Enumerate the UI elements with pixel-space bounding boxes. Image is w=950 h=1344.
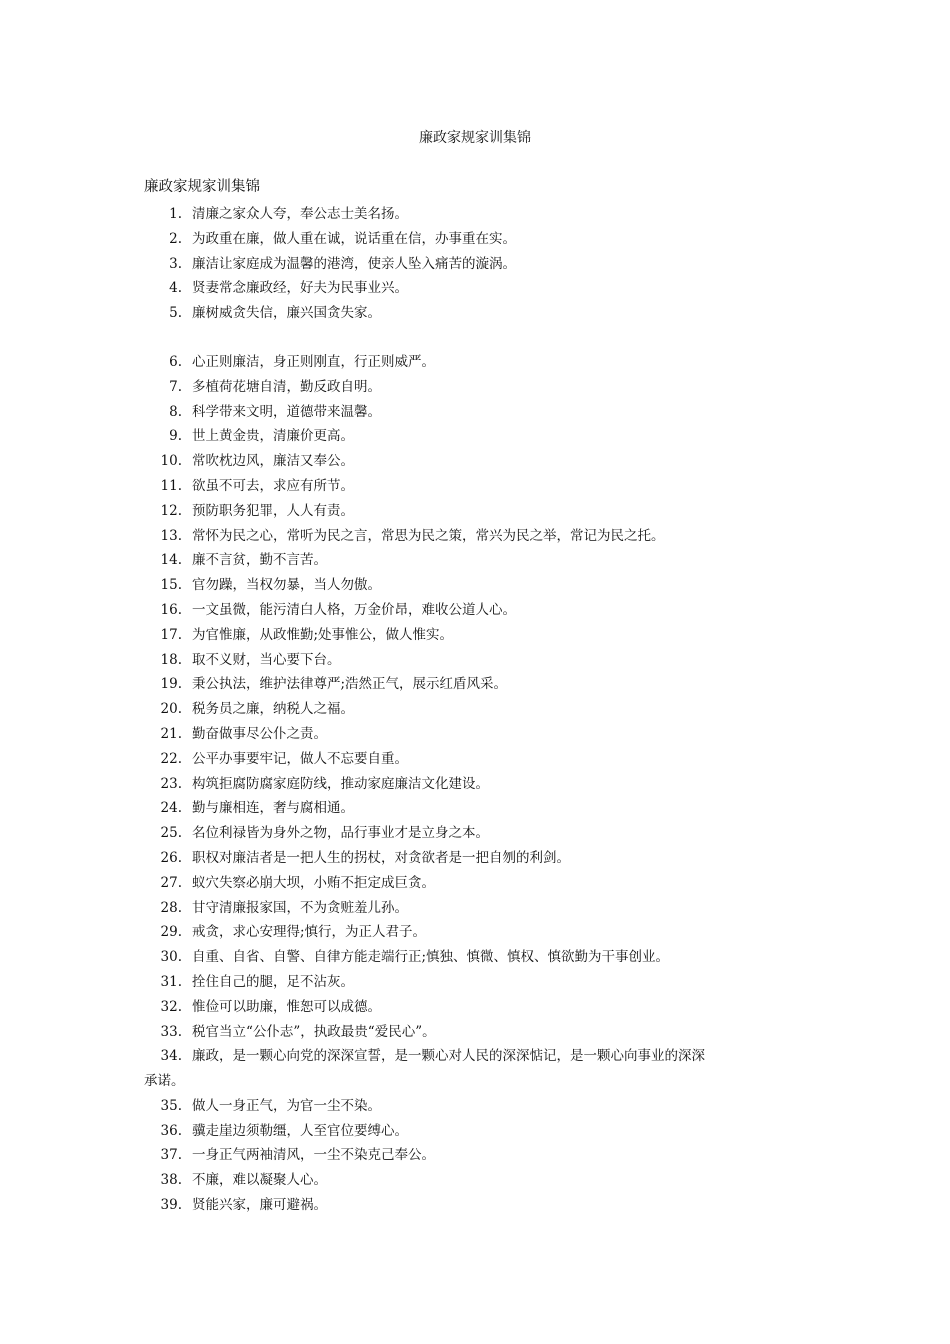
item-text: 戒贪，求心安理得;慎行，为正人君子。 xyxy=(192,924,427,941)
document-title: 廉政家规家训集锦 xyxy=(419,130,531,146)
list-item xyxy=(144,548,814,573)
item-text: 惟俭可以助廉，惟恕可以成德。 xyxy=(192,998,381,1015)
document-subtitle: 廉政家规家训集锦 xyxy=(144,179,260,195)
list-item xyxy=(144,871,814,896)
item-number: 7. xyxy=(169,378,182,395)
item-number: 10. xyxy=(160,453,182,470)
item-number: 26. xyxy=(160,849,182,866)
item-text: 官勿躁，当权勿暴，当人勿傲。 xyxy=(192,577,381,594)
item-text: 不廉，难以凝聚人心。 xyxy=(192,1172,327,1189)
list-item xyxy=(144,821,814,846)
list-item xyxy=(144,524,814,549)
item-number: 34. xyxy=(160,1048,182,1065)
item-number: 13. xyxy=(160,527,182,544)
item-text: 秉公执法，维护法律尊严;浩然正气，展示红盾风采。 xyxy=(192,676,508,693)
list-item xyxy=(144,648,814,673)
item-text: 科学带来文明，道德带来温馨。 xyxy=(192,403,381,420)
item-number: 24. xyxy=(160,800,182,817)
list-item xyxy=(144,722,814,747)
item-text: 为政重在廉，做人重在诚，说话重在信，办事重在实。 xyxy=(192,230,516,247)
list-item xyxy=(144,672,814,697)
maxim-list xyxy=(144,202,814,1218)
item-text: 蚁穴失察必崩大坝，小贿不拒定成巨贪。 xyxy=(192,874,435,891)
list-item xyxy=(144,970,814,995)
item-text: 贤能兴家，廉可避祸。 xyxy=(192,1197,327,1214)
item-number: 22. xyxy=(160,750,182,767)
item-text-line1: 廉政，是一颗心向党的深深宣誓，是一颗心对人民的深深惦记，是一颗心向事业的深深 xyxy=(192,1048,705,1065)
item-text: 骥走崖边须勒缰，人至官位要缚心。 xyxy=(192,1122,408,1139)
item-number: 15. xyxy=(160,577,182,594)
list-item xyxy=(144,375,814,400)
list-item xyxy=(144,1143,814,1168)
item-number: 17. xyxy=(160,626,182,643)
item-number: 20. xyxy=(160,701,182,718)
list-item xyxy=(144,227,814,252)
list-item xyxy=(144,747,814,772)
item-number: 35. xyxy=(160,1097,182,1114)
item-text: 常吹枕边风，廉洁又奉公。 xyxy=(192,453,354,470)
list-item xyxy=(144,1193,814,1218)
list-item xyxy=(144,920,814,945)
item-number: 9. xyxy=(169,428,182,445)
list-item-continuation xyxy=(144,1069,814,1094)
item-number: 5. xyxy=(169,305,182,322)
list-item xyxy=(144,350,814,375)
list-item xyxy=(144,598,814,623)
item-number: 18. xyxy=(160,651,182,668)
item-text: 预防职务犯罪，人人有责。 xyxy=(192,502,354,519)
list-item xyxy=(144,1094,814,1119)
item-text: 一文虽微，能污清白人格，万金价昂，难收公道人心。 xyxy=(192,601,516,618)
blank-line xyxy=(144,326,814,350)
list-item xyxy=(144,474,814,499)
list-item xyxy=(144,1168,814,1193)
list-item xyxy=(144,276,814,301)
item-text: 世上黄金贵，清廉价更高。 xyxy=(192,428,354,445)
item-text: 拴住自己的腿，足不沾灰。 xyxy=(192,973,354,990)
item-text: 取不义财，当心要下台。 xyxy=(192,651,341,668)
item-number: 4. xyxy=(169,280,182,297)
item-text: 清廉之家众人夸，奉公志士美名扬。 xyxy=(192,206,408,222)
item-text: 多植荷花塘自清，勤反政自明。 xyxy=(192,378,381,395)
item-number: 19. xyxy=(160,676,182,693)
item-number: 25. xyxy=(160,825,182,842)
item-number: 12. xyxy=(160,502,182,519)
item-text: 税务员之廉，纳税人之福。 xyxy=(192,701,354,718)
list-item xyxy=(144,424,814,449)
item-number: 30. xyxy=(160,949,182,966)
list-item xyxy=(144,301,814,326)
item-text: 廉不言贫，勤不言苦。 xyxy=(192,552,327,569)
list-item xyxy=(144,1020,814,1045)
item-text: 公平办事要牢记，做人不忘要自重。 xyxy=(192,750,408,767)
item-number: 16. xyxy=(160,601,182,618)
list-item xyxy=(144,697,814,722)
item-number: 6. xyxy=(169,353,182,370)
item-text: 一身正气两袖清风，一尘不染克己奉公。 xyxy=(192,1147,435,1164)
list-item xyxy=(144,796,814,821)
item-text: 常怀为民之心，常听为民之言，常思为民之策，常兴为民之举，常记为民之托。 xyxy=(192,527,665,544)
list-item xyxy=(144,1044,814,1069)
item-text: 廉洁让家庭成为温馨的港湾，使亲人坠入痛苦的漩涡。 xyxy=(192,255,516,272)
item-number: 31. xyxy=(160,973,182,990)
item-number: 23. xyxy=(160,775,182,792)
item-text: 为官惟廉，从政惟勤;处事惟公，做人惟实。 xyxy=(192,626,454,643)
list-item xyxy=(144,623,814,648)
maxim-group-a xyxy=(144,202,814,326)
item-number: 14. xyxy=(160,552,182,569)
item-number: 21. xyxy=(160,725,182,742)
list-item xyxy=(144,945,814,970)
list-item xyxy=(144,400,814,425)
item-text: 构筑拒腐防腐家庭防线，推动家庭廉洁文化建设。 xyxy=(192,775,489,792)
maxim-group-b xyxy=(144,350,814,1044)
item-text: 廉树威贪失信，廉兴国贪失家。 xyxy=(192,305,381,322)
maxim-group-c xyxy=(144,1094,814,1218)
item-text: 职权对廉洁者是一把人生的拐杖，对贪欲者是一把自刎的利剑。 xyxy=(192,849,570,866)
item-number: 3. xyxy=(169,255,182,272)
item-text: 自重、自省、自警、自律方能走端行正;慎独、慎微、慎权、慎欲勤为干事创业。 xyxy=(192,949,670,966)
list-item xyxy=(144,499,814,524)
list-item xyxy=(144,252,814,277)
item-text: 欲虽不可去，求应有所节。 xyxy=(192,477,354,494)
list-item xyxy=(144,573,814,598)
item-text: 税官当立“公仆志”，执政最贵“爱民心”。 xyxy=(192,1023,436,1040)
item-number: 36. xyxy=(160,1122,182,1139)
item-number: 2. xyxy=(169,230,182,247)
item-number: 33. xyxy=(160,1023,182,1040)
item-number: 39. xyxy=(160,1197,182,1214)
item-number: 38. xyxy=(160,1172,182,1189)
item-number: 29. xyxy=(160,924,182,941)
item-text: 勤与廉相连，奢与腐相通。 xyxy=(192,800,354,817)
item-number: 37. xyxy=(160,1147,182,1164)
item-number: 27. xyxy=(160,874,182,891)
item-text: 做人一身正气，为官一尘不染。 xyxy=(192,1097,381,1114)
item-text: 甘守清廉报家国，不为贪赃羞儿孙。 xyxy=(192,899,408,916)
item-text: 心正则廉洁，身正则刚直，行正则威严。 xyxy=(192,353,435,370)
list-item xyxy=(144,772,814,797)
item-number: 1. xyxy=(169,206,182,222)
item-number: 8. xyxy=(169,403,182,420)
list-item xyxy=(144,896,814,921)
item-text-line2: 承诺。 xyxy=(144,1073,185,1090)
item-text: 贤妻常念廉政经，好夫为民事业兴。 xyxy=(192,280,408,297)
list-item xyxy=(144,1119,814,1144)
list-item xyxy=(144,202,814,227)
list-item xyxy=(144,449,814,474)
item-number: 28. xyxy=(160,899,182,916)
list-item xyxy=(144,846,814,871)
item-text: 勤奋做事尽公仆之责。 xyxy=(192,725,327,742)
item-text: 名位利禄皆为身外之物，品行事业才是立身之本。 xyxy=(192,825,489,842)
item-number: 11. xyxy=(160,477,182,494)
list-item xyxy=(144,995,814,1020)
item-number: 32. xyxy=(160,998,182,1015)
